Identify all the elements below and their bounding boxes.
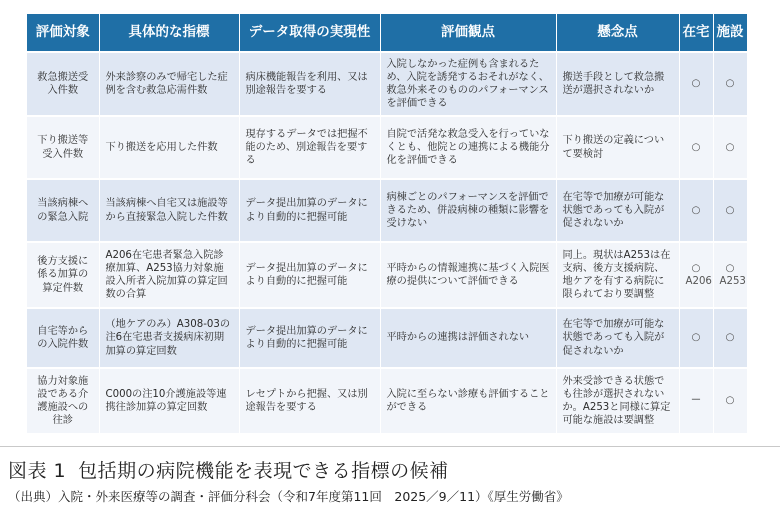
cell-target: 自宅等からの入院件数 (27, 308, 99, 368)
cell-feasibility: データ提出加算のデータにより自動的に把握可能 (239, 242, 380, 308)
header-shisetsu: 施設 (713, 14, 747, 52)
table-row (27, 116, 747, 179)
header-target: 評価対象 (27, 14, 99, 52)
cell-concern: 在宅等で加療が可能な状態であっても入院が促されないか (556, 179, 679, 242)
cell-feasibility: データ提出加算のデータにより自動的に把握可能 (239, 308, 380, 368)
cell-concern: 下り搬送の定義について要検討 (556, 116, 679, 179)
table-row (27, 52, 747, 116)
cell-indicator: 下り搬送を応用した件数 (99, 116, 239, 179)
shisetsu-mark: ○ (725, 262, 735, 274)
indicator-table (27, 14, 748, 435)
cell-concern: 外来受診できる状態でも往診が選択されないか。A253と同様に算定可能な施設は要調整 (556, 368, 679, 434)
cell-zaitaku: ○ (679, 116, 713, 179)
cell-indicator: （地ケアのみ）A308-03の注6在宅患者支援病床初期加算の算定回数 (99, 308, 239, 368)
cell-concern: 同上。現状はA253は在支病、後方支援病院、地ケアを有する病院に限られており要調整 (556, 242, 679, 308)
cell-indicator: C000の注10介護施設等連携往診加算の算定回数 (99, 368, 239, 434)
cell-zaitaku: ○ (679, 179, 713, 242)
header-concern: 懸念点 (556, 14, 679, 52)
cell-target: 当該病棟への緊急入院 (27, 179, 99, 242)
cell-feasibility: 現存するデータでは把握不能のため、別途報告を要する (239, 116, 380, 179)
table-row (27, 368, 747, 434)
cell-shisetsu: ○ (713, 179, 747, 242)
figure-caption (8, 456, 461, 483)
header-viewpoint: 評価観点 (380, 14, 556, 52)
cell-shisetsu: ○ (713, 116, 747, 179)
caption-divider (0, 446, 780, 447)
cell-feasibility: データ提出加算のデータにより自動的に把握可能 (239, 179, 380, 242)
cell-concern: 搬送手段として救急搬送が選択されないか (556, 52, 679, 116)
cell-zaitaku: ○ (679, 52, 713, 116)
cell-shisetsu: ○ (713, 52, 747, 116)
cell-target: 後方支援に係る加算の算定件数 (27, 242, 99, 308)
cell-target: 救急搬送受入件数 (27, 52, 99, 116)
figure-label: 図表 1 (8, 460, 67, 482)
source-citation: （出典）入院・外来医療等の調査・評価分科会（令和7年度第11回 2025／9／11）《厚生労働省》 (8, 489, 569, 504)
cell-zaitaku: － (679, 368, 713, 434)
table-row (27, 179, 747, 242)
cell-concern: 在宅等で加療が可能な状態であっても入院が促されないか (556, 308, 679, 368)
cell-viewpoint: 平時からの情報連携に基づく入院医療の提供について評価できる (380, 242, 556, 308)
header-feasibility: データ取得の実現性 (239, 14, 380, 52)
cell-zaitaku (679, 242, 713, 308)
header-indicator: 具体的な指標 (99, 14, 239, 52)
header-zaitaku: 在宅 (679, 14, 713, 52)
cell-viewpoint: 入院しなかった症例も含まれるため、入院を誘発するおそれがなく、救急外来そのもののパフォーマンスを評価できる (380, 52, 556, 116)
cell-shisetsu: ○ (713, 308, 747, 368)
cell-viewpoint: 自院で活発な救急受入を行っていなくとも、他院との連携による機能分化を評価できる (380, 116, 556, 179)
figure-title: 包括期の病院機能を表現できる指標の候補 (78, 460, 449, 482)
zaitaku-mark: ○ (691, 262, 701, 274)
cell-feasibility: 病床機能報告を利用、又は別途報告を要する (239, 52, 380, 116)
table-row (27, 242, 747, 308)
cell-target: 下り搬送等受入件数 (27, 116, 99, 179)
shisetsu-code: A253 (719, 276, 746, 287)
cell-target: 協力対象施設である介護施設への往診 (27, 368, 99, 434)
cell-viewpoint: 病棟ごとのパフォーマンスを評価できるため、併設病棟の種類に影響を受けない (380, 179, 556, 242)
cell-indicator: 当該病棟へ自宅又は施設等から直接緊急入院した件数 (99, 179, 239, 242)
zaitaku-code: A206 (685, 276, 712, 287)
cell-viewpoint: 入院に至らない診療も評価することができる (380, 368, 556, 434)
table-row (27, 308, 747, 368)
cell-zaitaku: ○ (679, 308, 713, 368)
cell-indicator: 外来診察のみで帰宅した症例を含む救急応需件数 (99, 52, 239, 116)
cell-viewpoint: 平時からの連携は評価されない (380, 308, 556, 368)
cell-indicator: A206在宅患者緊急入院診療加算、A253協力対象施設入所者入院加算の算定回数の合算 (99, 242, 239, 308)
cell-feasibility: レセプトから把握、又は別途報告を要する (239, 368, 380, 434)
cell-shisetsu: ○ (713, 368, 747, 434)
cell-shisetsu (713, 242, 747, 308)
header-row (27, 14, 747, 52)
